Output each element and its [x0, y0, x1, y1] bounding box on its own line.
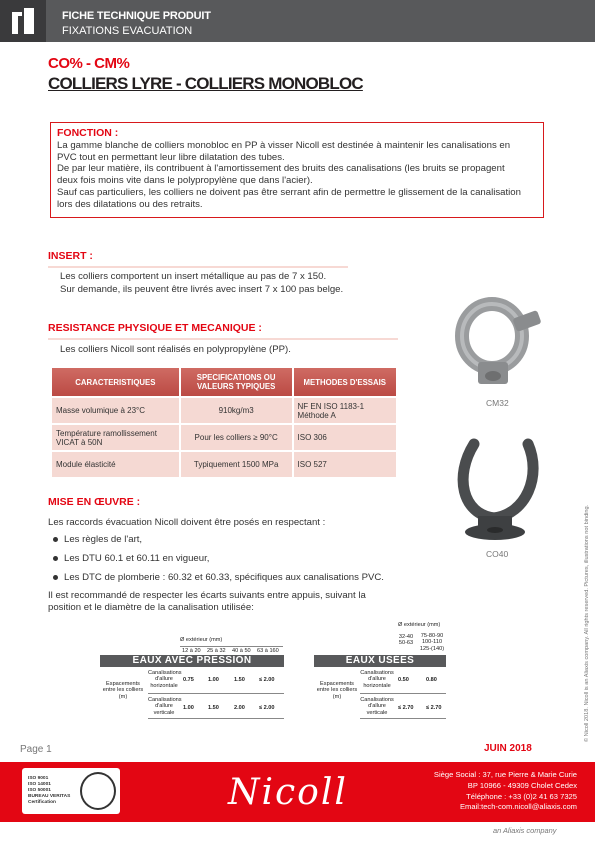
side-legal [576, 452, 590, 742]
brand-logo: Nicoll [228, 772, 348, 813]
table-header-row [52, 368, 396, 396]
product-co40-image [452, 436, 552, 546]
fonction-line: Sauf cas particuliers, les colliers ne doivent pas être serrant afin de permettre le glissement de la canalisation [57, 186, 521, 198]
resistance-intro: Les colliers Nicoll sont réalisés en polypropylène (PP). [60, 344, 291, 355]
cert-line: ISO 9001 [28, 776, 49, 781]
fonction-line: lors des dilatations ou des retraits. [57, 198, 203, 210]
fonction-line: La gamme blanche de colliers monobloc en PP à visser Nicoll est destinée à maintenir les canalisations en [57, 140, 511, 151]
pression-value: 1.50 [234, 677, 245, 683]
bureau-veritas-seal-icon [80, 772, 116, 810]
usees-value: ≤ 2.70 [398, 705, 414, 711]
product-cm32-image [448, 292, 548, 392]
column-header: CARACTERISTIQUES [52, 368, 179, 396]
cell-valeur: Typiquement 1500 MPa [181, 452, 292, 477]
cert-text [28, 776, 70, 806]
header-title: FICHE TECHNIQUE PRODUIT [62, 10, 211, 22]
header-subtitle: FIXATIONS EVACUATION [62, 25, 193, 37]
insert-heading: INSERT : [48, 250, 93, 262]
usees-value: 0.50 [398, 677, 409, 683]
nicoll-mark-icon [0, 0, 46, 42]
table-row [52, 452, 396, 477]
address-line: BP 10966 - 49309 Cholet Cedex [467, 780, 577, 790]
pression-bar: EAUX AVEC PRESSION [100, 655, 284, 667]
header-logo [0, 0, 46, 42]
page-title: COLLIERS LYRE - COLLIERS MONOBLOC [48, 74, 363, 93]
cert-line: ISO 50001 [28, 788, 51, 793]
mise-recommend: position et le diamètre de la canalisation utilisée: [48, 602, 254, 613]
usees-bar: EAUX USÉES [314, 655, 446, 667]
legal-text: © Nicoll 2018. Nicoll is an Aliaxis company. All rights reserved. Pictures, illustrations not binding. [584, 504, 590, 742]
page-number: Page 1 [20, 744, 52, 755]
pression-value: 2.00 [234, 705, 245, 711]
mise-recommend: Il est recommandé de respecter les écarts suivants entre appuis, suivant la [48, 590, 366, 601]
address-line: Siège Social : 37, rue Pierre & Marie Curie [433, 770, 577, 779]
cell-caract: Masse volumique à 23°C [52, 398, 179, 423]
fonction-line: De par leur matière, ils contribuent à l'amortissement des bruits des canalisations (les bruits se propagent [57, 163, 505, 175]
cell-caract: Température ramollissement VICAT à 50N [52, 425, 179, 450]
cell-caract: Module élasticité [52, 452, 179, 477]
mise-intro: Les raccords évacuation Nicoll doivent être posés en respectant : [48, 517, 326, 528]
divider [360, 693, 446, 694]
cell-valeur: Pour les colliers ≥ 90°C [181, 425, 292, 450]
cert-line: ISO 14001 [28, 782, 51, 787]
address-line: Email:tech-com.nicoll@aliaxis.com [459, 802, 577, 812]
divider [360, 718, 446, 719]
column-header: METHODES D'ESSAIS [294, 368, 396, 396]
mise-bullet-list [52, 530, 384, 587]
list-item: Les DTC de plomberie : 60.32 et 60.33, spécifiques aux canalisations PVC. [52, 568, 384, 587]
diam-cell: 75-80-90 100-110 125-(140) [419, 633, 445, 652]
fonction-line: PVC tout en permettant leur libre dilatation des tubes. [57, 151, 285, 163]
usees-diam-label: Ø extérieur (mm) [398, 622, 441, 628]
diam-cell: 40 à 50 [232, 648, 251, 654]
mise-heading: MISE EN ŒUVRE : [48, 496, 141, 508]
pression-row-name: Canalisations d'allure horizontale [148, 670, 182, 689]
product-ref: CO% - CM% [48, 55, 130, 72]
divider [148, 718, 284, 719]
pression-value: ≤ 2.00 [259, 705, 275, 711]
pression-row-name: Canalisations d'allure verticale [148, 697, 182, 716]
diam-cell: 25 à 32 [207, 648, 226, 654]
cert-line: BUREAU VERITAS [28, 794, 71, 799]
pression-row-label: Espacements entre les colliers (m) [102, 681, 144, 700]
column-header: SPECIFICATIONS OU VALEURS TYPIQUES [181, 368, 292, 396]
pression-diam-label: Ø extérieur (mm) [180, 637, 223, 643]
usees-row-name: Canalisations d'allure verticale [360, 697, 394, 716]
insert-line: Sur demande, ils peuvent être livrés avec insert 7 x 100 pas belge. [60, 284, 344, 295]
diam-cell: 63 à 160 [257, 648, 279, 654]
pression-value: 1.50 [208, 705, 219, 711]
product-caption: CO40 [486, 549, 509, 559]
usees-row-name: Canalisations d'allure horizontale [360, 670, 394, 689]
tagline: an Aliaxis company [493, 826, 557, 835]
cell-methode: NF EN ISO 1183-1 Méthode A [294, 398, 396, 423]
list-item: Les règles de l'art, [52, 530, 384, 549]
table-row [52, 425, 396, 450]
footer-address [347, 770, 577, 813]
cert-line: Certification [28, 800, 56, 805]
fonction-line: deux fois moins vite dans le polypropylène que dans l'acier). [57, 175, 313, 187]
cell-methode: ISO 306 [294, 425, 396, 450]
certification-badge [22, 768, 120, 814]
product-caption: CM32 [486, 398, 509, 408]
insert-line: Les colliers comportent un insert métallique au pas de 7 x 150. [60, 271, 327, 282]
fonction-heading: FONCTION : [57, 127, 119, 139]
usees-value: 0.80 [426, 677, 437, 683]
doc-date: JUIN 2018 [484, 743, 532, 754]
properties-table [50, 366, 398, 479]
header-bar [0, 0, 595, 42]
table-row [52, 398, 396, 423]
diam-cell: 12 à 20 [182, 648, 201, 654]
cell-valeur: 910kg/m3 [181, 398, 292, 423]
usees-value: ≤ 2.70 [426, 705, 442, 711]
cell-methode: ISO 527 [294, 452, 396, 477]
resistance-heading: RESISTANCE PHYSIQUE ET MECANIQUE : [48, 322, 262, 334]
address-line: Téléphone : +33 (0)2 41 63 7325 [466, 791, 577, 801]
pression-value: 1.00 [208, 677, 219, 683]
fonction-box [50, 122, 544, 218]
list-item: Les DTU 60.1 et 60.11 en vigueur, [52, 549, 384, 568]
divider [148, 693, 284, 694]
pression-value: ≤ 2.00 [259, 677, 275, 683]
pression-value: 1.00 [183, 705, 194, 711]
usees-row-label: Espacements entre les colliers (m) [316, 681, 358, 700]
pression-diam-row [180, 646, 283, 654]
pression-value: 0.75 [183, 677, 194, 683]
diam-cell: 32-40 50-63 [398, 634, 414, 647]
